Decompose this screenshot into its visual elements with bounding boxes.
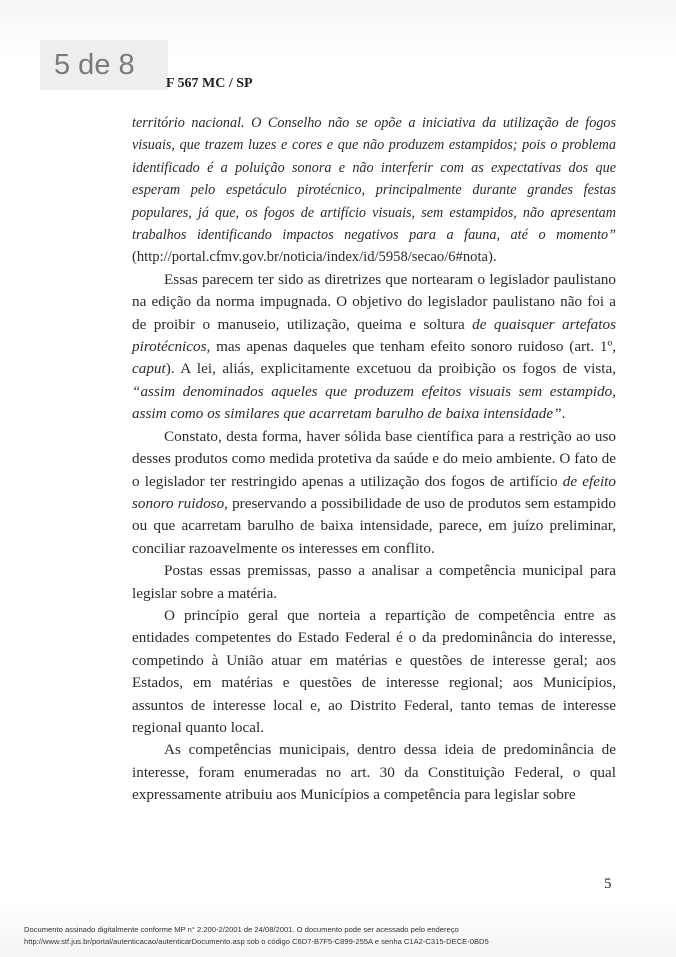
paragraph-text: , mas apenas daqueles que tenham efeito sonoro ruidoso (art. 1º, xyxy=(206,338,616,356)
paragraph-4: O princípio geral que norteia a repartição de competência entre as entidades competentes do Estado Federal é o da predominância do interesse, competindo à União atuar em matérias e questões de interesse geral; aos Estados, em matérias e questões de interesse regional; aos Municípios, assuntos de interesse local e, ao Distrito Federal, tanto temas de interesse regional quanto local. xyxy=(132,606,616,736)
italic-quote: “assim denominados aqueles que produzem efeitos visuais sem estampido, assim como os similares que acarretam barulho de baixa intensidade” xyxy=(132,382,616,423)
quote-block xyxy=(132,112,616,269)
quote-source-url: (http://portal.cfmv.gov.br/noticia/index/id/5958/secao/6#nota). xyxy=(132,249,497,266)
page-counter: 5 de 8 xyxy=(40,40,168,90)
paragraph-2 xyxy=(132,426,616,560)
paragraph-text: Constato, desta forma, haver sólida base científica para a restrição ao uso desses produtos como medida protetiva da saúde e do meio ambiente. O fato de o legislador ter restringido apenas a utilização dos fogos de artifício xyxy=(132,427,616,490)
paragraph-5: As competências municipais, dentro dessa ideia de predominância de interesse, foram enumeradas no art. 30 da Constituição Federal, o qual expressamente atribuiu aos Municípios a competência para legislar sobre xyxy=(132,741,616,804)
quote-text: território nacional. O Conselho não se opõe a iniciativa da utilização de fogos visuais, que trazem luzes e cores e que não produzem estampidos; pois o problema identificado é a poluição sonora e não interferir com as expectativas dos que esperam pelo espetáculo pirotécnico, principalmente durante grandes festas populares, já que, os fogos de artifício visuais, sem estampidos, não apresentam trabalhos identificando impactos negativos para a fauna, até o momento” xyxy=(132,115,616,244)
footer-line-1: Documento assinado digitalmente conforme MP n° 2.200-2/2001 de 24/08/2001. O documento pode ser acessado pelo endereço xyxy=(24,925,459,934)
paragraph-text: , preservando a possibilidade de uso de produtos sem estampido ou que acarretam barulho de baixa intensidade, parece, em juízo preliminar, conciliar razoavelmente os interesses em conflito. xyxy=(132,494,616,557)
footer-line-2: http://www.stf.jus.br/portal/autenticacao/autenticarDocumento.asp sob o código C6D7-B7F5-C899-255A e senha C1A2-C315-DECE-0BD5 xyxy=(24,937,489,946)
italic-text: caput xyxy=(132,360,166,378)
signature-footer xyxy=(24,924,664,948)
paragraph-1 xyxy=(132,269,616,426)
italic-text: de efeito sonoro ruidoso xyxy=(132,472,616,512)
paragraph-3: Postas essas premissas, passo a analisar a competência municipal para legislar sobre a matéria. xyxy=(132,562,616,602)
paragraph-text: ). A lei, aliás, explicitamente excetuou da proibição os fogos de vista, xyxy=(165,360,616,378)
case-reference: F 567 MC / SP xyxy=(166,76,253,91)
page-number: 5 xyxy=(604,876,612,892)
paragraph-text: Essas parecem ter sido as diretrizes que nortearam o legislador paulistano na edição da norma impugnada. O objetivo do legislador paulistano não foi a de proibir o manuseio, utilização, queima e soltura xyxy=(132,270,616,333)
italic-text: de quaisquer artefatos pirotécnicos xyxy=(132,315,617,356)
paragraph-text: . xyxy=(561,405,566,423)
document-body xyxy=(132,112,616,807)
